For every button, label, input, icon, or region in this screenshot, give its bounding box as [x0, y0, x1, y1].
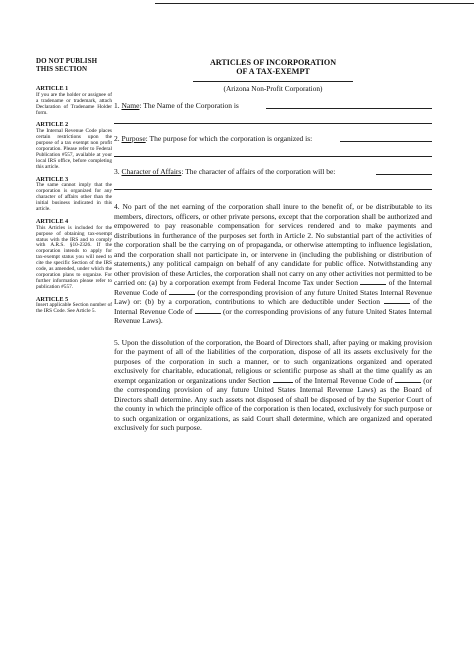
sidebar-article-heading: ARTICLE 2 [36, 122, 69, 129]
article-1-heading: Name [121, 100, 140, 110]
dissolution-year-field[interactable] [395, 376, 421, 383]
irc-section-field[interactable] [360, 278, 386, 285]
sidebar-article-text: The Internal Revenue Code places certain restrictions upon the purpose of a tax exempt non profit corporation. Please refer to Federal Publication #557, available at your local IRS office, before completing this article. [36, 128, 112, 170]
article-4-text-2: of the Internal Revenue Code of [114, 278, 433, 297]
article-4-text-5: (or the corresponding provisions of any future United States Internal Revenue Laws). [114, 306, 433, 326]
sidebar-article-heading: ARTICLE 5 [36, 296, 69, 303]
article-4-text-3: (or the corresponding provision of any future United States Internal Revenue Law) or: (b) by a corporation, contributions to which are deductible under Section [114, 287, 432, 307]
sidebar-article-2 [36, 122, 112, 170]
sidebar-article-heading: ARTICLE 3 [36, 176, 69, 183]
purpose-line-2[interactable] [114, 144, 432, 157]
title-line-2: OF A TAX-EXEMPT [236, 67, 310, 77]
article-2-label [114, 134, 312, 144]
article-5-text-2: of the Internal Revenue Code of [294, 375, 393, 385]
article-4-paragraph [114, 202, 432, 326]
article-3-label [114, 167, 335, 177]
article-number: 3. [114, 166, 120, 176]
article-number: 2. [114, 133, 120, 143]
irc-year-field[interactable] [169, 288, 195, 295]
article-5-text-3: (or the corresponding provision of any future United States Internal Revenue Laws) as the Board of Directors shall determine. Any such assets not disposed of shall be disposed of by the Superior Court of the county in which the principle office of the corporation is then located, exclusively for such purpose or to such organization or organizations, as said Court shall determine, which are organized and operated exclusively for such purpose. [114, 375, 433, 433]
sidebar-article-text: This Articles is included for the purpose of obtaining tax-exempt status with the IRS and to comply with A.R.S. §10-2326. If the corporation intends to apply for tax-exempt status you will need to cite the specific Section of the IRS code, as amended, under which the corporation plans to organize. For further information please refer to publication #557. [36, 224, 112, 290]
sidebar-article-4 [36, 219, 112, 291]
sidebar-article-text: The same cannot imply that the corporation is organized for any character of affairs other than the initial business indicated in this article. [36, 182, 112, 212]
article-3-heading: Character of Affairs [121, 166, 182, 176]
article-1-label [114, 101, 239, 111]
sidebar-instructions [36, 58, 112, 321]
article-4-text-4: of the Internal Revenue Code of [114, 297, 433, 316]
article-3-row [114, 165, 432, 177]
document-title [114, 58, 432, 77]
article-4-text-1: 4. No part of the net earning of the corporation shall inure to the benefit of, or be distributable to its members, directors, officers, or other private persons, except that the corporation shall be authorized and empowered to pay reasonable compensation for services rendered and to make payments and distributions in furtherance of the purposes set forth in Article 2. No substantial part of the activities of the corporation shall be the carrying on of propaganda, or otherwise attempting to influence legislation, and the corporation shall not participate in, or intervene in (including the publishing or distribution of statements,) any political campaign on behalf of any candidate for public office. Notwithstanding any other provision of these Articles, the corporation shall not carry on any other activities not permitted to be carried on: (a) by a corporation exempt from Federal Income Tax under Section [114, 202, 432, 288]
main-content [114, 58, 432, 433]
character-of-affairs-field[interactable] [376, 174, 432, 175]
title-line-1: ARTICLES OF INCORPORATION [209, 58, 337, 67]
corporation-name-field[interactable] [266, 108, 432, 109]
subtitle-rule [193, 81, 353, 82]
article-5-text-1: 5. Upon the dissolution of the corporation, the Board of Directors shall, after paying or making provision for the payment of all of the liabilities of the corporation, dispose of all its assets exclusively for the purposes of the corporation in such a manner, or to such organizations organized and operated exclusively for charitable, educational, religious or scientific purpose as shall at the time qualify as an exempt organization or organizations under Section [114, 337, 432, 385]
article-2-heading: Purpose [121, 133, 146, 143]
top-rule [155, 3, 474, 4]
article-3-text: : The character of affairs of the corporation will be: [181, 166, 336, 176]
deductible-section-field[interactable] [384, 297, 410, 304]
document-subtitle: (Arizona Non-Profit Corporation) [223, 83, 323, 93]
dissolution-section-field[interactable] [273, 376, 293, 383]
article-1-text: : The Name of the Corporation is [139, 100, 239, 110]
character-of-affairs-line-2[interactable] [114, 177, 432, 190]
sidebar-article-text: If you are the holder or assignee of a tradename or trademark, attach Declaration of Tradename Holder form. [36, 91, 112, 116]
deductible-year-field[interactable] [195, 307, 221, 314]
corporation-name-line-2[interactable] [114, 111, 432, 124]
sidebar-article-3 [36, 177, 112, 213]
sidebar-article-text: Insert applicable Section number of the IRS Code. See Article 5. [36, 302, 112, 315]
sidebar-article-heading: ARTICLE 4 [36, 218, 69, 225]
purpose-field[interactable] [340, 141, 432, 142]
sidebar-article-1 [36, 86, 112, 116]
sidebar-article-5 [36, 297, 112, 316]
article-5-paragraph [114, 338, 432, 433]
sidebar-title: DO NOT PUBLISH THIS SECTION [36, 57, 98, 73]
article-2-row [114, 132, 432, 144]
article-1-row [114, 99, 432, 111]
article-2-text: : The purpose for which the corporation is organized is: [145, 133, 313, 143]
sidebar-article-heading: ARTICLE 1 [36, 86, 69, 92]
article-number: 1. [114, 100, 120, 110]
